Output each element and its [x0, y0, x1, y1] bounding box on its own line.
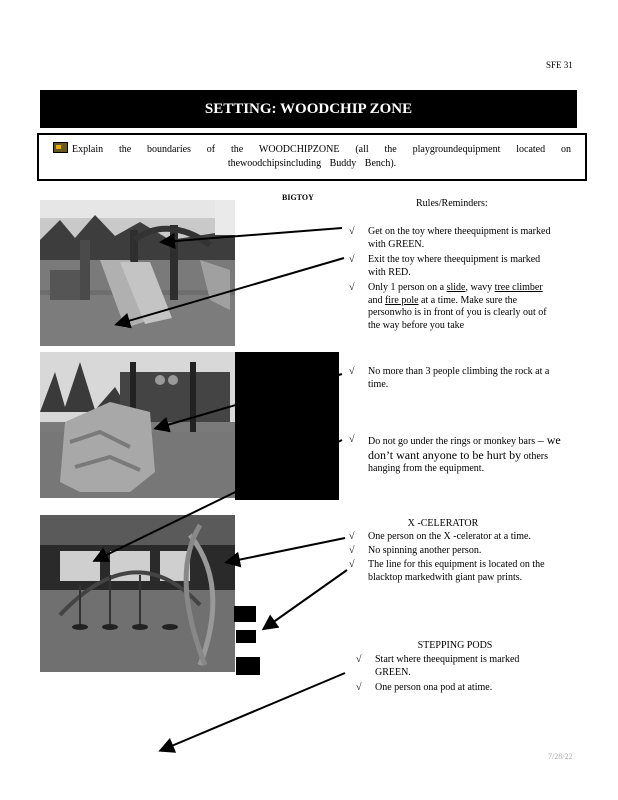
- rules-title: Rules/Reminders:: [416, 198, 488, 209]
- footer-date: 7/28/22: [548, 752, 573, 761]
- xcelerator-rule-1: √ One person on the X -celerator at a time.: [349, 531, 531, 542]
- arrow-rings: [96, 440, 342, 560]
- xcelerator-rule-2: √ No spinning another person.: [349, 545, 482, 556]
- stepping-pods-rule-2: √ One person ona pod at atime.: [356, 682, 493, 693]
- arrow-xcelerator: [228, 538, 345, 562]
- rule-one-person: √ Only 1 person on a slide, wavy tree climber and fire pole at a time. Make sure the personwho is in front of you is clearly out of the way before you take: [349, 282, 547, 331]
- arrow-rock: [157, 374, 342, 428]
- bigtoy-label: BIGTOY: [282, 193, 314, 202]
- check-icon: √: [349, 531, 355, 542]
- check-icon: √: [349, 559, 355, 570]
- explain-text-1: Explain the boundaries of the WOODCHIPZONE (all the playgroundequipment located on: [72, 144, 571, 155]
- rule-red: √ Exit the toy where theequipment is marked with RED.: [349, 254, 541, 278]
- check-icon: √: [349, 254, 355, 265]
- check-icon: √: [349, 545, 355, 556]
- explain-text-2: thewoodchipsincluding Buddy Bench).: [227, 158, 397, 169]
- check-icon: √: [349, 366, 355, 377]
- arrow-paw-prints: [265, 570, 347, 628]
- xcelerator-title: X -CELERATOR: [407, 518, 479, 529]
- arrow-stepping-pods: [162, 673, 345, 750]
- rule-rock: √ No more than 3 people climbing the rock at a time.: [349, 366, 550, 390]
- check-icon: √: [356, 654, 362, 665]
- check-icon: √: [356, 682, 362, 693]
- stepping-pods-title: STEPPING PODS: [417, 640, 493, 651]
- arrow-green-entry: [163, 228, 342, 242]
- page-title: SETTING: WOODCHIP ZONE: [40, 90, 577, 128]
- arrow-red-exit: [118, 258, 344, 324]
- xcelerator-rule-3: √ The line for this equipment is located on the blacktop markedwith giant paw prints.: [349, 559, 545, 583]
- check-icon: √: [349, 282, 355, 293]
- check-icon: √: [349, 434, 355, 445]
- rule-green: √ Get on the toy where theequipment is marked with GREEN.: [349, 226, 551, 250]
- page-code: SFE 31: [546, 60, 573, 70]
- check-icon: √: [349, 226, 355, 237]
- stepping-pods-rule-1: √ Start where theequipment is marked GREEN.: [356, 654, 520, 678]
- rule-rings: √ Do not go under the rings or monkey bars – we don’t want anyone to be hurt by others hanging from the equipment.: [349, 433, 561, 474]
